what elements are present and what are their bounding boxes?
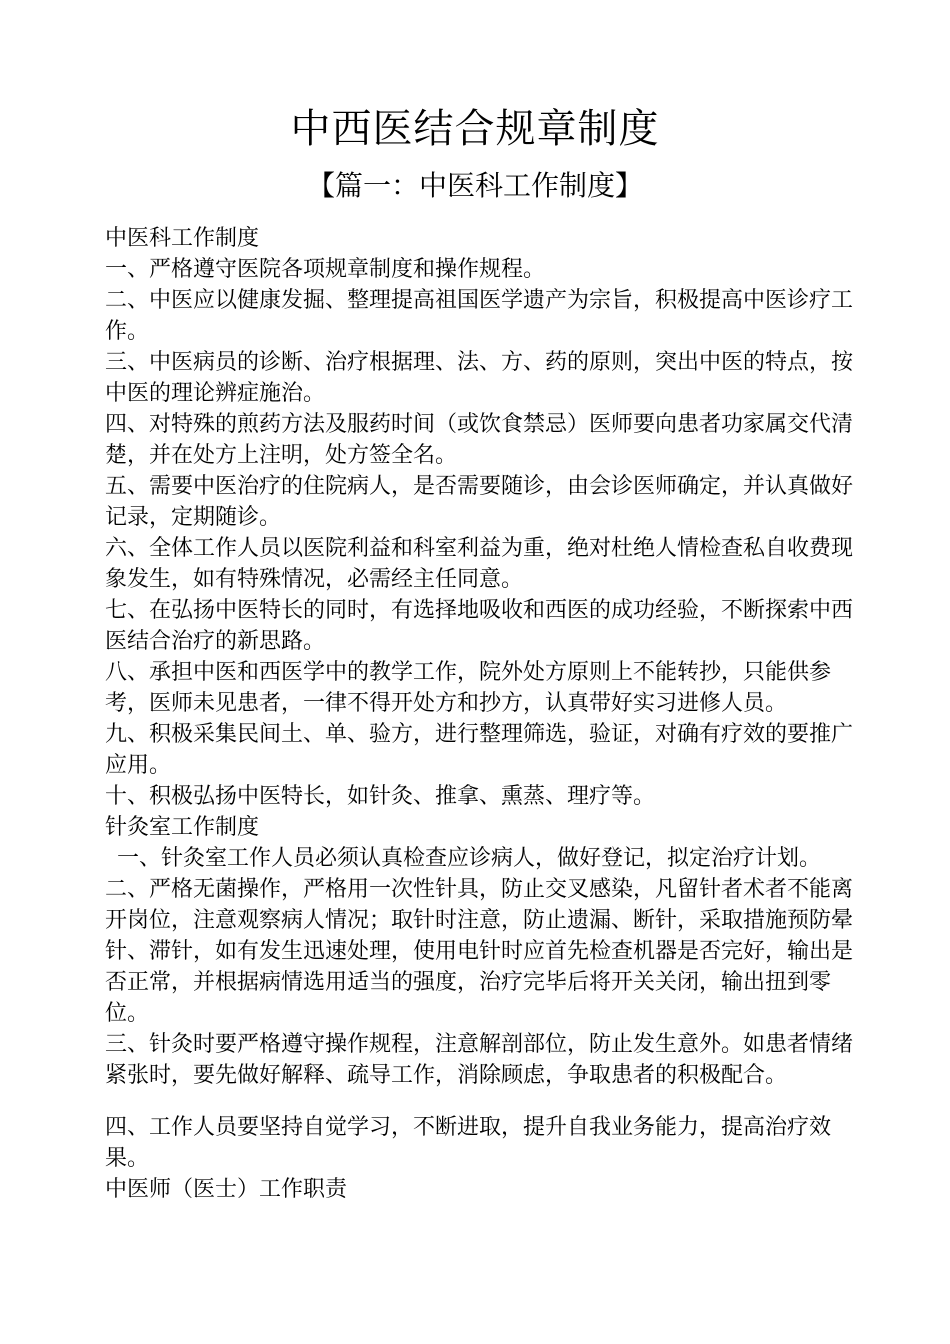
paragraph-acupuncture-rule-2: 二、严格无菌操作，严格用一次性针具，防止交叉感染，凡留针者术者不能离开岗位，注意观察病人情况；取针时注意，防止遗漏、断针，采取措施预防晕针、滞针，如有发生迅速处理，使用电针时应首先检查机器是否完好，输出是否正常，并根据病情选用适当的强度，治疗完毕后将开关关闭，输出扭到零位。	[105, 877, 854, 1026]
section-heading-tcm-dept: 中医科工作制度	[105, 226, 260, 251]
section-heading-acupuncture: 针灸室工作制度	[105, 815, 260, 840]
document-body	[105, 223, 865, 1205]
section-heading-physician-duties: 中医师（医士）工作职责	[105, 1177, 348, 1202]
paragraph-rule-6: 六、全体工作人员以医院利益和科室利益为重，绝对杜绝人情检查私自收费现象发生，如有特殊情况，必需经主任同意。	[105, 536, 854, 592]
paragraph-rule-3: 三、中医病员的诊断、治疗根据理、法、方、药的原则，突出中医的特点，按中医的理论辨症施治。	[105, 350, 854, 406]
paragraph-rule-10: 十、积极弘扬中医特长，如针灸、推拿、熏蒸、理疗等。	[105, 784, 656, 809]
paragraph-rule-1: 一、严格遵守医院各项规章制度和操作规程。	[105, 257, 546, 282]
paragraph-rule-8: 八、承担中医和西医学中的教学工作，院外处方原则上不能转抄，只能供参考，医师未见患者，一律不得开处方和抄方，认真带好实习进修人员。	[105, 660, 832, 716]
paragraph-rule-4: 四、对特殊的煎药方法及服药时间（或饮食禁忌）医师要向患者功家属交代清楚，并在处方上注明，处方签全名。	[105, 412, 854, 468]
paragraph-rule-7: 七、在弘扬中医特长的同时，有选择地吸收和西医的成功经验，不断探索中西医结合治疗的新思路。	[105, 598, 854, 654]
paragraph-acupuncture-rule-3: 三、针灸时要严格遵守操作规程，注意解剖部位，防止发生意外。如患者情绪紧张时，要先做好解释、疏导工作，消除顾虑，争取患者的积极配合。	[105, 1032, 854, 1088]
document-title: 中西医结合规章制度	[290, 106, 660, 152]
paragraph-rule-5: 五、需要中医治疗的住院病人，是否需要随诊，由会诊医师确定，并认真做好记录，定期随诊。	[105, 474, 854, 530]
paragraph-rule-2: 二、中医应以健康发掘、整理提高祖国医学遗产为宗旨，积极提高中医诊疗工作。	[105, 288, 854, 344]
paragraph-acupuncture-rule-1: 一、针灸室工作人员必须认真检查应诊病人，做好登记，拟定治疗计划。	[117, 846, 822, 871]
paragraph-rule-9: 九、积极采集民间土、单、验方，进行整理筛选，验证，对确有疗效的要推广应用。	[105, 722, 854, 778]
paragraph-acupuncture-rule-4: 四、工作人员要坚持自觉学习，不断进取，提升自我业务能力，提高治疗效果。	[105, 1115, 832, 1171]
document-subtitle: 【篇一：中医科工作制度】	[306, 169, 643, 202]
